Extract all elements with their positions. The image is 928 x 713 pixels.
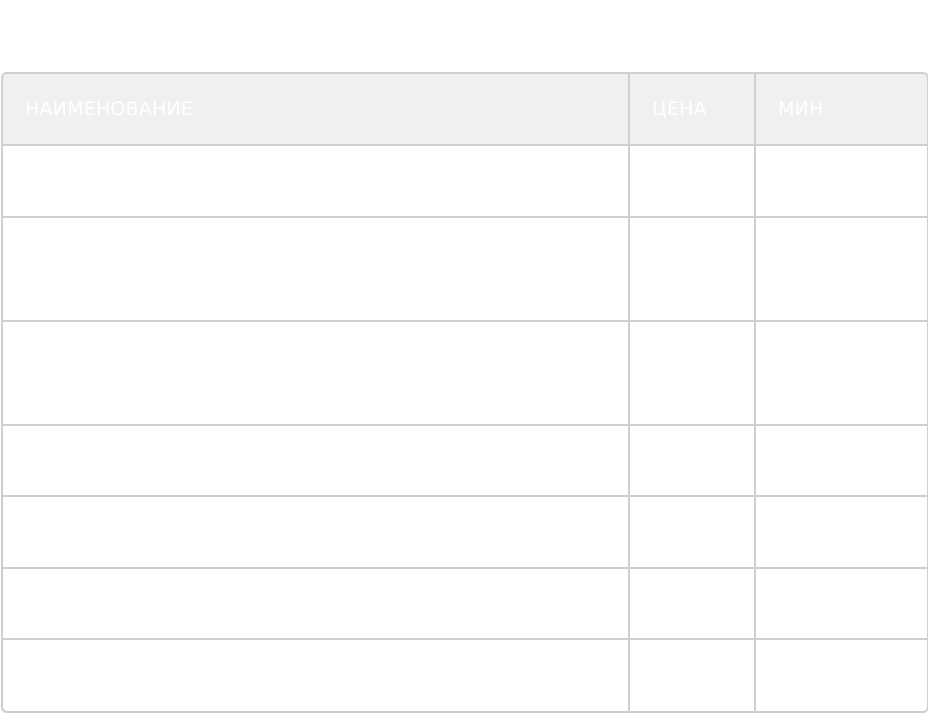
price-table (1, 72, 928, 713)
cell-min[interactable] (755, 145, 927, 217)
table-row[interactable] (3, 321, 927, 425)
cell-min[interactable] (755, 425, 927, 497)
cell-name[interactable] (3, 145, 629, 217)
cell-name[interactable] (3, 639, 629, 711)
cell-min[interactable] (755, 568, 927, 640)
table-row[interactable] (3, 639, 927, 711)
table-row[interactable] (3, 496, 927, 568)
cell-price[interactable] (629, 425, 755, 497)
cell-name[interactable] (3, 321, 629, 425)
cell-min[interactable] (755, 496, 927, 568)
cell-name[interactable] (3, 217, 629, 321)
cell-price[interactable] (629, 321, 755, 425)
price-table-grid (3, 74, 927, 711)
table-row[interactable] (3, 145, 927, 217)
column-header-min[interactable]: МИН (755, 74, 927, 145)
cell-min[interactable] (755, 217, 927, 321)
table-row[interactable] (3, 568, 927, 640)
table-body (3, 145, 927, 711)
cell-name[interactable] (3, 425, 629, 497)
cell-min[interactable] (755, 321, 927, 425)
table-header (3, 74, 927, 145)
column-header-name[interactable]: НАИМЕНОВАНИЕ (3, 74, 629, 145)
cell-min[interactable] (755, 639, 927, 711)
column-header-price[interactable]: ЦЕНА (629, 74, 755, 145)
cell-price[interactable] (629, 217, 755, 321)
table-header-row (3, 74, 927, 145)
table-row[interactable] (3, 217, 927, 321)
cell-price[interactable] (629, 639, 755, 711)
cell-price[interactable] (629, 145, 755, 217)
table-row[interactable] (3, 425, 927, 497)
cell-price[interactable] (629, 496, 755, 568)
cell-name[interactable] (3, 496, 629, 568)
cell-name[interactable] (3, 568, 629, 640)
cell-price[interactable] (629, 568, 755, 640)
